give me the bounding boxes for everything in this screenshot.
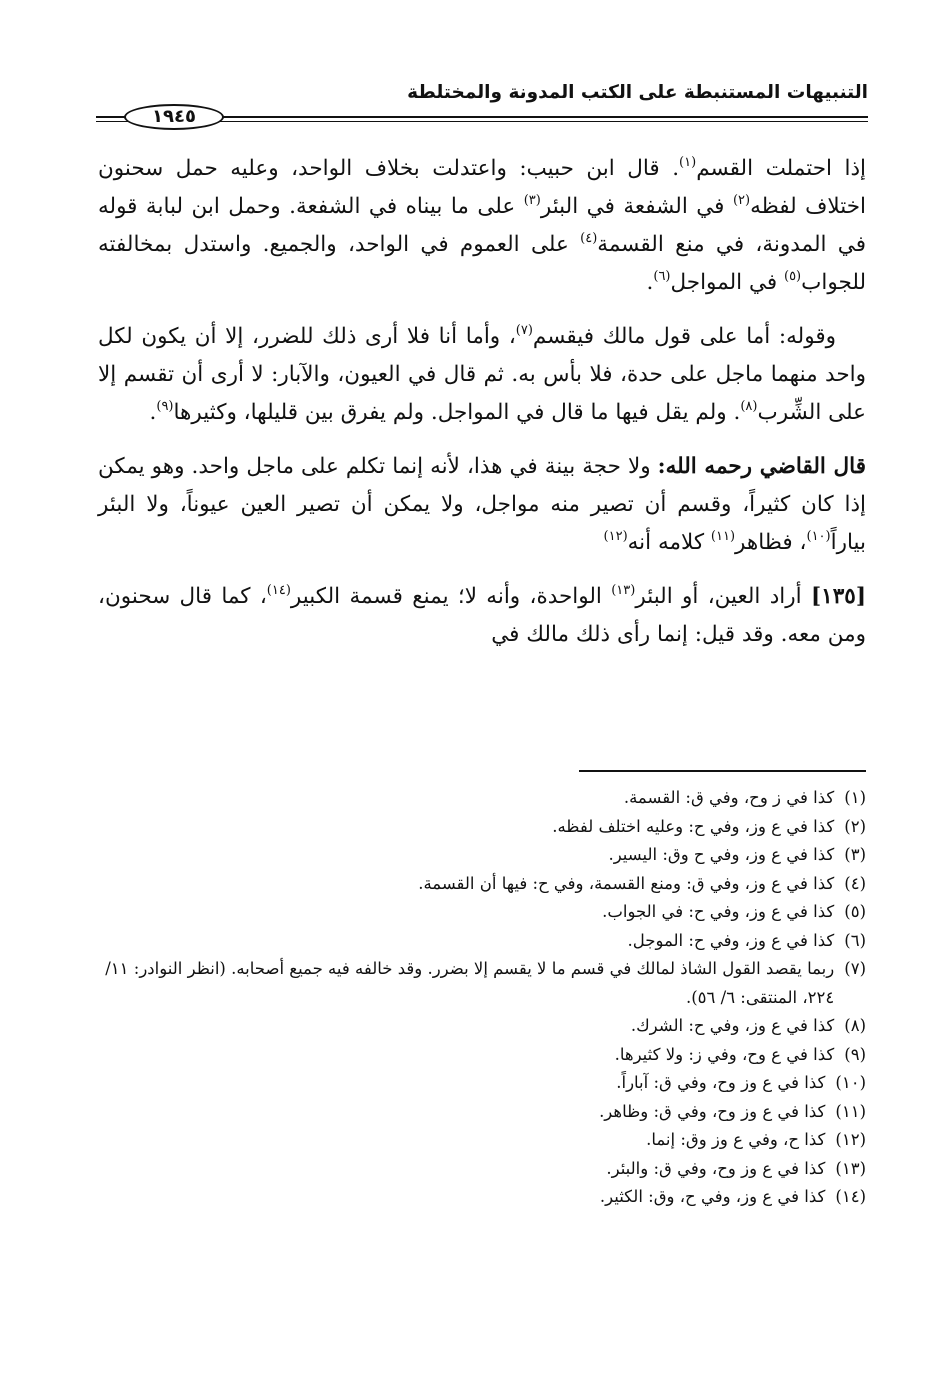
footnote — [96, 1069, 866, 1098]
footnote-ref: (٨) — [740, 399, 758, 414]
footnote-number: (٤) — [844, 873, 866, 893]
footnote-number: (١٠) — [835, 1073, 866, 1092]
text-run: على ما بيناه في الشفعة. وحمل ابن لبابة قوله في المدونة، في منع القسمة — [98, 194, 866, 257]
main-text — [98, 150, 866, 670]
footnote-ref: (٩) — [156, 399, 174, 414]
text-run: في المواجل — [670, 270, 784, 295]
footnote-text: كذا في ع وز وح، وفي ق: آباراً. — [616, 1073, 826, 1092]
footnote-text: كذا في ع وز، وفي ح، وق: الكثير. — [599, 1187, 826, 1206]
text-run: أراد العين، أو البئر — [635, 584, 811, 609]
footnote-number: (١١) — [835, 1101, 866, 1121]
text-run: ولا حجة بينة في هذا، لأنه إنما تكلم على ماجل واحد. وهو يمكن إذا كان كثيراً، وقسم أن تصير منه مواجل، ولا يمكن أن تصير العين عيوناً، ولا البئر بياراً — [98, 454, 866, 555]
text-run: في الشفعة في البئر — [540, 194, 733, 219]
footnote — [96, 1155, 866, 1184]
footnote-number: (٥) — [844, 902, 866, 921]
footnote-separator — [579, 770, 866, 772]
footnote-number: (١٤) — [835, 1187, 866, 1206]
footnote — [96, 898, 866, 927]
text-run: وقوله: أما على قول مالك فيقسم — [532, 324, 836, 349]
footnote-ref: (٢) — [732, 193, 751, 208]
footnote-number: (٣) — [844, 845, 866, 864]
footnote-ref: (٣) — [523, 193, 541, 208]
footnote — [96, 927, 866, 956]
paragraph — [98, 578, 866, 654]
footnote-number: (٧) — [844, 959, 866, 978]
footnote-text: كذا في ع وز، وفي ح: في الجواب. — [602, 902, 835, 921]
footnote-text: كذا في ع وز، وفي ح: الموجل. — [627, 930, 835, 950]
footnote-ref: (٦) — [653, 269, 671, 284]
text-run: . قال ابن حبيب: واعتدلت بخلاف الواحد، وعليه حمل سحنون اختلاف لفظه — [98, 156, 867, 219]
footnote — [96, 1098, 866, 1127]
paragraph — [98, 150, 866, 302]
text-run: . — [646, 270, 654, 295]
text-run: إذا احتملت القسم — [696, 156, 867, 181]
footnote-ref: (١٣) — [611, 583, 636, 598]
footnote-text: كذا في ع وز، وفي ح: الشرك. — [630, 1016, 835, 1035]
footnote-text: كذا في ع وز، وفي ح: وعليه اختلف لفظه. — [552, 816, 835, 836]
footnote-number: (٦) — [844, 930, 866, 950]
footnote-ref: (١٢) — [603, 529, 628, 544]
footnote-text: كذا في ع وز، وفي ح وق: اليسير. — [608, 845, 835, 864]
footnote — [96, 784, 866, 813]
footnote-text: كذا في ع وز، وفي ق: ومنع القسمة، وفي ح: فيها أن القسمة. — [418, 873, 835, 893]
footnote-number: (٨) — [844, 1016, 866, 1035]
footnote-text: كذا في ع وز وح، وفي ق: والبئر. — [606, 1158, 826, 1178]
paragraph — [98, 318, 866, 432]
text-run: ، كما قال سحنون، ومن معه. وقد قيل: إنما رأى ذلك مالك في — [98, 584, 866, 647]
text-run: على العموم في الواحد، والجميع. واستدل بمخالفته للجواب — [98, 232, 866, 295]
page-header — [96, 82, 868, 132]
footnote-ref: (١) — [679, 155, 697, 170]
text-run: ، وأما أنا فلا أرى ذلك للضرر، إلا أن يكون لكل واحد منهما ماجل على حدة، فلا بأس به. ثم قال في العيون، والآبار: لا أرى أن تقسم إلا على الشِّرب — [98, 324, 866, 425]
footnote — [96, 955, 866, 1012]
footnote-ref: (١٤) — [266, 583, 291, 598]
bold-lead: قال القاضي رحمه الله: — [657, 454, 866, 479]
footnote — [96, 1012, 866, 1041]
paragraph — [98, 448, 866, 562]
footnote-text: كذا ح، وفي ع وز وق: إنما. — [646, 1130, 826, 1149]
footnote — [96, 870, 866, 899]
footnote-ref: (١٠) — [806, 529, 831, 544]
text-run: الواحدة، وأنه لا؛ يمنع قسمة الكبير — [290, 584, 612, 609]
footnote — [96, 1183, 866, 1212]
running-title: التنبيهات المستنبطة على الكتب المدونة والمختلطة — [407, 82, 868, 103]
footnote-ref: (٧) — [515, 323, 533, 338]
footnote — [96, 813, 866, 842]
footnote-text: كذا في ع وز وح، وفي ق: وظاهر. — [599, 1101, 826, 1121]
footnote-ref: (٥) — [783, 269, 802, 284]
footnote — [96, 1126, 866, 1155]
text-run: . — [149, 400, 157, 425]
text-run: . ولم يقل فيها ما قال في المواجل. ولم يفرق بين قليلها، وكثيرها — [173, 400, 741, 425]
text-run: ، فظاهر — [735, 530, 807, 555]
bold-lead: [١٣٥] — [810, 584, 866, 609]
footnotes — [96, 784, 866, 1212]
footnote-ref: (١١) — [710, 529, 736, 544]
footnote-text: كذا في ز وح، وفي ق: القسمة. — [623, 788, 835, 807]
text-run: كلامه أنه — [627, 530, 711, 555]
footnote — [96, 1041, 866, 1070]
page-number: ١٩٤٥ — [124, 104, 224, 130]
footnote-ref: (٤) — [580, 231, 598, 246]
footnote-text: كذا في ع وح، وفي ز: ولا كثيرها. — [614, 1044, 835, 1064]
footnote-text: ربما يقصد القول الشاذ لمالك في قسم ما لا يقسم إلا بضرر. وقد خالفه فيه جميع أصحابه. (انظر النوادر: ١١/ ٢٢٤، المنتقى: ٦/ ٥٦). — [105, 959, 835, 1007]
footnote-number: (١) — [844, 788, 866, 807]
footnote — [96, 841, 866, 870]
footnote-number: (٢) — [844, 816, 866, 836]
footnote-number: (١٢) — [835, 1130, 866, 1149]
footnote-number: (٩) — [844, 1044, 866, 1064]
footnote-number: (١٣) — [835, 1158, 866, 1178]
